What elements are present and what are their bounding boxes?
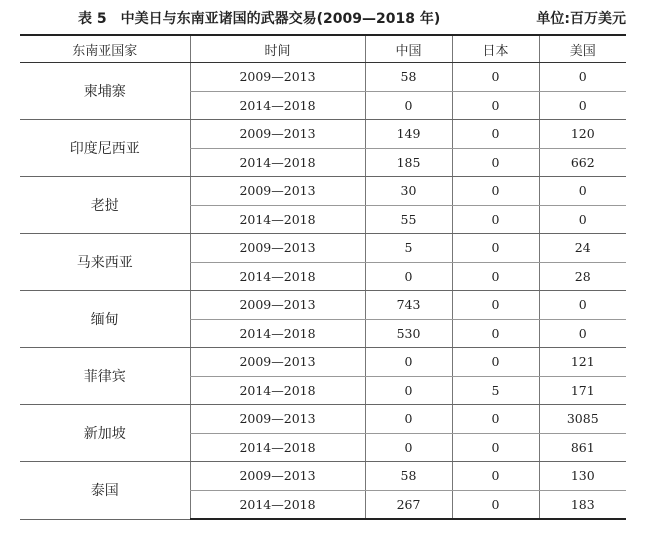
- header-japan: 日本: [452, 35, 539, 63]
- china-value: 267: [365, 490, 452, 519]
- usa-value: 0: [539, 319, 626, 348]
- china-value: 185: [365, 148, 452, 177]
- period-cell: 2014—2018: [190, 433, 365, 462]
- period-cell: 2014—2018: [190, 205, 365, 234]
- usa-value: 0: [539, 205, 626, 234]
- usa-value: 121: [539, 348, 626, 377]
- table-body: [20, 63, 626, 520]
- period-cell: 2009—2013: [190, 405, 365, 434]
- table-row: [20, 234, 626, 263]
- table-row: [20, 348, 626, 377]
- china-value: 0: [365, 376, 452, 405]
- china-value: 58: [365, 462, 452, 491]
- arms-trade-table: [20, 34, 626, 520]
- table-row: [20, 405, 626, 434]
- country-cell: 印度尼西亚: [20, 120, 190, 177]
- china-value: 0: [365, 433, 452, 462]
- table-row: [20, 291, 626, 320]
- table-unit: 单位:百万美元: [536, 11, 626, 27]
- country-cell: 缅甸: [20, 291, 190, 348]
- period-cell: 2014—2018: [190, 319, 365, 348]
- period-cell: 2009—2013: [190, 291, 365, 320]
- china-value: 30: [365, 177, 452, 206]
- period-cell: 2014—2018: [190, 490, 365, 519]
- japan-value: 0: [452, 433, 539, 462]
- usa-value: 24: [539, 234, 626, 263]
- japan-value: 0: [452, 205, 539, 234]
- japan-value: 0: [452, 462, 539, 491]
- usa-value: 0: [539, 291, 626, 320]
- china-value: 58: [365, 63, 452, 92]
- usa-value: 0: [539, 63, 626, 92]
- country-cell: 新加坡: [20, 405, 190, 462]
- china-value: 55: [365, 205, 452, 234]
- japan-value: 0: [452, 177, 539, 206]
- period-cell: 2014—2018: [190, 91, 365, 120]
- china-value: 0: [365, 348, 452, 377]
- table-caption: [20, 8, 626, 30]
- table-title: 表 5 中美日与东南亚诸国的武器交易(2009—2018 年): [78, 11, 441, 27]
- usa-value: 0: [539, 91, 626, 120]
- country-cell: 老挝: [20, 177, 190, 234]
- country-cell: 马来西亚: [20, 234, 190, 291]
- japan-value: 0: [452, 490, 539, 519]
- japan-value: 0: [452, 319, 539, 348]
- period-cell: 2014—2018: [190, 148, 365, 177]
- period-cell: 2014—2018: [190, 376, 365, 405]
- period-cell: 2009—2013: [190, 177, 365, 206]
- usa-value: 120: [539, 120, 626, 149]
- japan-value: 0: [452, 262, 539, 291]
- header-usa: 美国: [539, 35, 626, 63]
- china-value: 530: [365, 319, 452, 348]
- period-cell: 2009—2013: [190, 234, 365, 263]
- period-cell: 2009—2013: [190, 63, 365, 92]
- header-period: 时间: [190, 35, 365, 63]
- period-cell: 2009—2013: [190, 120, 365, 149]
- japan-value: 0: [452, 348, 539, 377]
- header-country: 东南亚国家: [20, 35, 190, 63]
- usa-value: 28: [539, 262, 626, 291]
- china-value: 5: [365, 234, 452, 263]
- usa-value: 861: [539, 433, 626, 462]
- country-cell: 泰国: [20, 462, 190, 520]
- header-row: [20, 35, 626, 63]
- table-row: [20, 120, 626, 149]
- japan-value: 0: [452, 148, 539, 177]
- china-value: 0: [365, 262, 452, 291]
- country-cell: 柬埔寨: [20, 63, 190, 120]
- japan-value: 5: [452, 376, 539, 405]
- usa-value: 0: [539, 177, 626, 206]
- japan-value: 0: [452, 291, 539, 320]
- table-row: [20, 63, 626, 92]
- japan-value: 0: [452, 405, 539, 434]
- country-cell: 菲律宾: [20, 348, 190, 405]
- usa-value: 171: [539, 376, 626, 405]
- usa-value: 183: [539, 490, 626, 519]
- china-value: 0: [365, 91, 452, 120]
- table-row: [20, 177, 626, 206]
- china-value: 0: [365, 405, 452, 434]
- period-cell: 2009—2013: [190, 462, 365, 491]
- usa-value: 3085: [539, 405, 626, 434]
- header-china: 中国: [365, 35, 452, 63]
- usa-value: 130: [539, 462, 626, 491]
- japan-value: 0: [452, 120, 539, 149]
- table-row: [20, 462, 626, 491]
- china-value: 149: [365, 120, 452, 149]
- japan-value: 0: [452, 91, 539, 120]
- period-cell: 2014—2018: [190, 262, 365, 291]
- japan-value: 0: [452, 234, 539, 263]
- japan-value: 0: [452, 63, 539, 92]
- period-cell: 2009—2013: [190, 348, 365, 377]
- china-value: 743: [365, 291, 452, 320]
- usa-value: 662: [539, 148, 626, 177]
